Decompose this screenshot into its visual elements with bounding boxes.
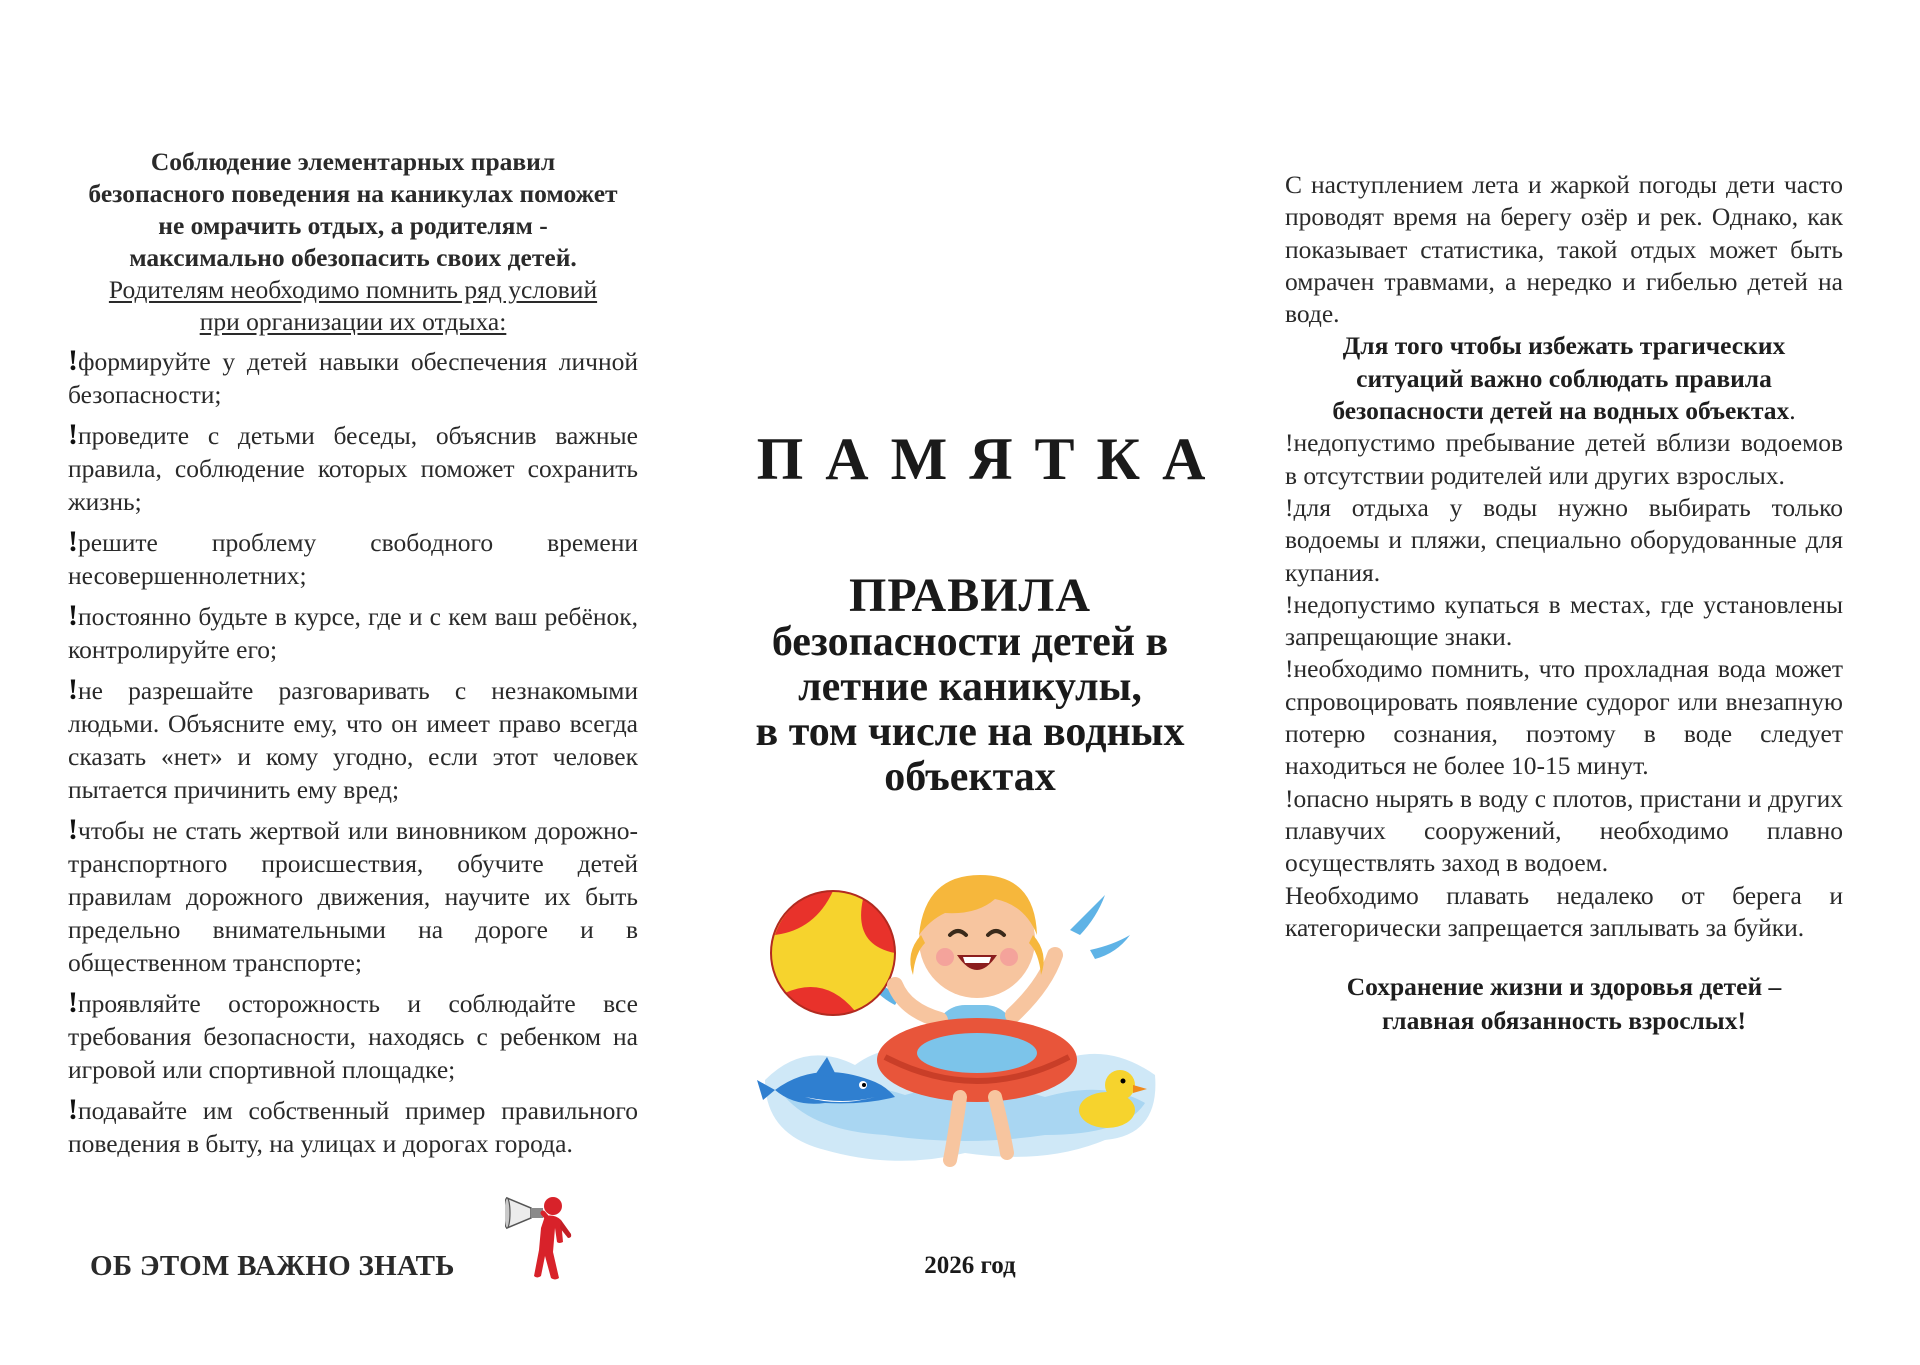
megaphone-figure-icon	[505, 1192, 577, 1282]
tip-text: решите проблему свободного времени несовершеннолетних;	[68, 528, 638, 590]
exclamation-bullet: !	[68, 1093, 78, 1126]
rules-heading-block	[690, 569, 1250, 800]
rules-subtitle-line: летние каникулы,	[798, 664, 1142, 710]
exclamation-bullet: !	[68, 599, 78, 632]
right-intro: С наступлением лета и жаркой погоды дети часто проводят время на берегу озёр и рек. Однако, как показывает статистика, такой отдых может быть омрачен травмами, а нередко и гибелью детей на воде.	[1285, 170, 1843, 329]
tip-text: постоянно будьте в курсе, где и с кем ваш ребёнок, контролируйте его;	[68, 602, 638, 664]
exclamation-bullet: !	[68, 986, 78, 1019]
important-to-know-label: ОБ ЭТОМ ВАЖНО ЗНАТЬ	[90, 1250, 455, 1282]
parent-tip	[68, 673, 638, 806]
parent-tip	[68, 986, 638, 1086]
rules-title: ПРАВИЛА	[849, 569, 1091, 622]
tip-text: формируйте у детей навыки обеспечения личной безопасности;	[68, 347, 638, 409]
exclamation-bullet: !	[68, 813, 78, 846]
parent-tip	[68, 813, 638, 979]
closing-line: Сохранение жизни и здоровья детей –	[1346, 972, 1782, 1002]
tip-text: проведите с детьми беседы, объяснив важные правила, соблюдение которых поможет сохранить жизнь;	[68, 421, 638, 516]
rules-subtitle-line: в том числе на водных	[755, 709, 1185, 755]
left-intro-bold: Соблюдение элементарных правил безопасного поведения на каникулах поможет не омрачить отдых, а родителям - максимально обезопасить своих детей.	[88, 147, 618, 272]
closing-line: главная обязанность взрослых!	[1382, 1006, 1746, 1036]
left-column	[68, 146, 638, 1167]
water-rule: !для отдыха у воды нужно выбирать только водоемы и пляжи, специально оборудованные для купания.	[1285, 492, 1843, 587]
closing-statement	[1285, 970, 1843, 1038]
right-column	[1285, 169, 1843, 1038]
parent-tip	[68, 1093, 638, 1160]
exclamation-bullet: !	[68, 525, 78, 558]
tip-text: чтобы не стать жертвой или виновником дорожно-транспортного происшествия, обучите детей правилам дорожного движения, научите их быть предельно внимательными на дороге и в общественном транспорте;	[68, 816, 638, 977]
tip-text: не разрешайте разговаривать с незнакомыми людьми. Объясните ему, что он имеет право всегда сказать «нет» и кому угодно, если этот человек пытается причинить ему вред;	[68, 676, 638, 804]
tip-text: проявляйте осторожность и соблюдайте все требования безопасности, находясь с ребенком на игровой или спортивной площадке;	[68, 989, 638, 1084]
water-rule: !опасно нырять в воду с плотов, пристани и других плавучих сооружений, необходимо плавно осуществлять заход в водоем.	[1285, 783, 1843, 878]
parent-tip	[68, 344, 638, 411]
year-label: 2026 год	[924, 1252, 1016, 1279]
rules-subtitle-line: безопасности детей в	[771, 619, 1169, 665]
water-rule: !необходимо помнить, что прохладная вода может спровоцировать появление судорог или внезапную потерю сознания, поэтому в воде следует находиться не более 10-15 минут.	[1285, 654, 1843, 781]
parent-tip	[68, 525, 638, 592]
right-bold-heading-period: .	[1789, 396, 1796, 426]
exclamation-bullet: !	[68, 344, 78, 377]
water-rule: !недопустимо купаться в местах, где установлены запрещающие знаки.	[1285, 589, 1843, 652]
exclamation-bullet: !	[68, 418, 78, 451]
parent-tip	[68, 599, 638, 666]
right-bold-heading	[1295, 330, 1833, 427]
parent-tips-list	[68, 344, 638, 1160]
parent-tip	[68, 418, 638, 518]
memo-title: ПАМЯТКА	[756, 426, 1228, 492]
child-swimming-illustration	[745, 835, 1170, 1180]
left-intro-underline: Родителям необходимо помнить ряд условий при организации их отдыха:	[108, 275, 598, 336]
rules-subtitle-line: объектах	[884, 754, 1056, 800]
water-rule: !недопустимо пребывание детей вблизи водоемов в отсутствии родителей или других взрослых.	[1285, 428, 1843, 490]
exclamation-bullet: !	[68, 673, 78, 706]
right-bold-heading-text: Для того чтобы избежать трагических ситуаций важно соблюдать правила безопасности детей на водных объектах	[1332, 331, 1790, 426]
tip-text: подавайте им собственный пример правильного поведения в быту, на улицах и дорогах города.	[68, 1096, 638, 1158]
water-rule: Необходимо плавать недалеко от берега и категорически запрещается заплывать за буйки.	[1285, 880, 1843, 942]
